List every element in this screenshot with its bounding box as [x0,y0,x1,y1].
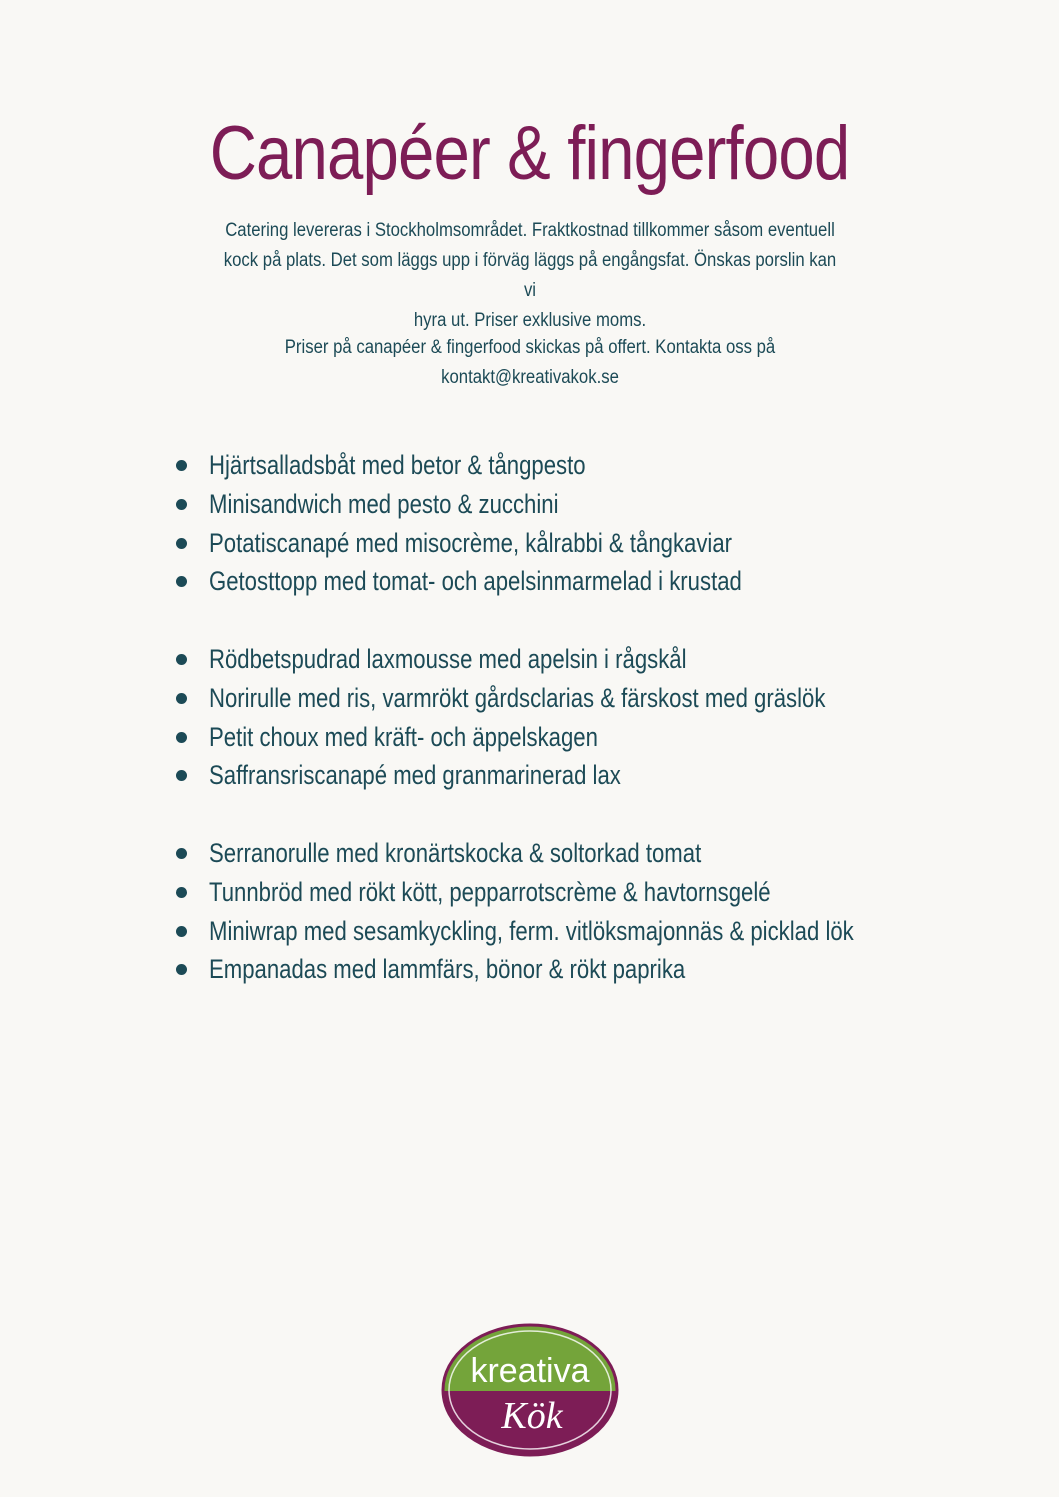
list-item [176,718,996,757]
list-item [176,446,996,485]
list-item [176,873,996,912]
bullet-icon [176,538,187,549]
bullet-icon [176,964,187,975]
logo-word-top: kreativa [470,1352,590,1390]
list-item [176,834,996,873]
intro-line: hyra ut. Priser exklusive moms. [413,310,647,331]
logo-word-bottom: Kök [501,1395,563,1437]
list-item-label: Petit choux med kräft- och äppelskagen [209,721,598,752]
list-item-label: Getosttopp med tomat- och apelsinmarmelad i krustad [209,566,742,597]
list-item [176,679,996,718]
intro-line: kock på plats. Det som läggs upp i förväg läggs på engångsfat. Önskas porslin kan vi [223,250,837,301]
bullet-icon [176,848,187,859]
list-item [176,640,996,679]
list-item-label: Rödbetspudrad laxmousse med apelsin i rågskål [209,644,687,674]
list-item [176,485,996,524]
menu-group-1 [176,446,996,601]
menu-group-3 [176,834,996,989]
intro-line: Priser på canapéer & fingerfood skickas på offert. Kontakta oss på [284,337,776,358]
bullet-icon [176,654,187,665]
list-item [176,562,996,601]
intro-paragraph-delivery [222,216,838,336]
menu-group-2 [176,640,996,795]
bullet-icon [176,576,187,587]
list-item-label: Empanadas med lammfärs, bönor & rökt paprika [209,954,686,985]
list-item-label: Norirulle med ris, varmrökt gårdsclarias & färskost med gräslök [209,682,826,713]
list-item [176,912,996,951]
list-item-label: Saffransriscanapé med granmarinerad lax [209,760,621,791]
bullet-icon [176,460,187,471]
bullet-icon [176,926,187,937]
page-title: Canapéer & fingerfood [209,111,850,196]
bullet-icon [176,732,187,743]
list-item-label: Miniwrap med sesamkyckling, ferm. vitlöksmajonnäs & picklad lök [209,915,854,946]
intro-line: Catering levereras i Stockholmsområdet. Fraktkostnad tillkommer såsom eventuell [225,220,835,241]
list-item-label: Hjärtsalladsbåt med betor & tångpesto [209,450,586,480]
list-item-label: Potatiscanapé med misocrème, kålrabbi & tångkaviar [209,527,733,558]
bullet-icon [176,770,187,781]
list-item [176,950,996,989]
list-item [176,524,996,563]
list-item-label: Serranorulle med kronärtskocka & soltorkad tomat [209,838,702,868]
bullet-icon [176,499,187,510]
kreativa-kok-logo [440,1322,620,1458]
contact-email: kontakt@kreativakok.se [441,367,619,388]
list-item-label: Minisandwich med pesto & zucchini [209,488,559,519]
bullet-icon [176,693,187,704]
bullet-icon [176,887,187,898]
list-item [176,756,996,795]
list-item-label: Tunnbröd med rökt kött, pepparrotscrème & havtornsgelé [209,876,771,907]
intro-paragraph-pricing [222,333,838,393]
